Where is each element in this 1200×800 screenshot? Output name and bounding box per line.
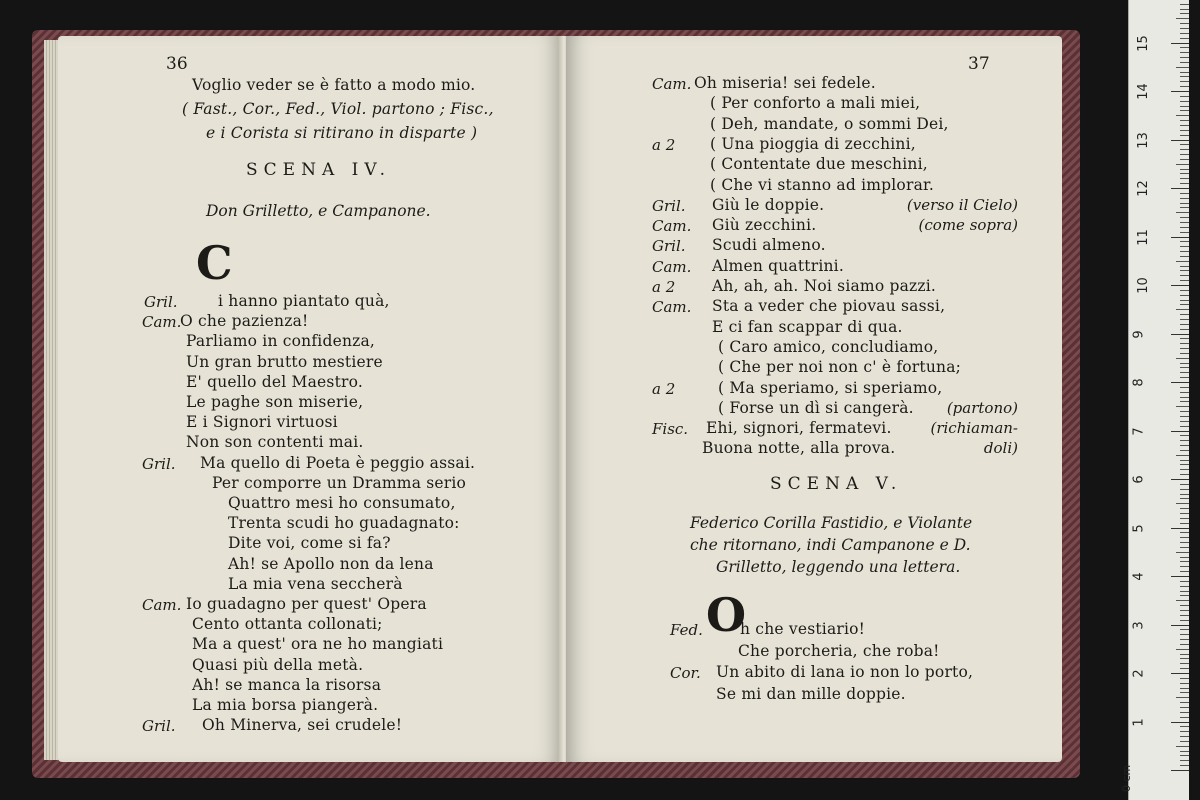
ruler-tick (1180, 222, 1189, 223)
verse-line: Trenta scudi ho guadagnato: (228, 514, 460, 533)
ruler-tick (1180, 397, 1189, 398)
ruler-tick (1171, 770, 1189, 771)
ruler-tick (1180, 581, 1189, 582)
ruler-tick (1180, 266, 1189, 267)
ruler-tick (1176, 18, 1189, 19)
ruler-tick (1180, 86, 1189, 87)
ruler-tick (1180, 241, 1189, 242)
verse-line: ( Deh, mandate, o sommi Dei, (710, 114, 949, 133)
ruler-unit: 0 cm (1120, 764, 1133, 792)
ruler-tick (1176, 503, 1189, 504)
ruler-tick (1180, 629, 1189, 630)
verse-line: Almen quattrini. (712, 256, 844, 275)
ruler-tick (1180, 256, 1189, 257)
verse-line: Un abito di lana io non lo porto, (716, 663, 974, 681)
speaker-label: Gril. (652, 196, 686, 215)
ruler-tick (1180, 275, 1189, 276)
ruler-tick (1180, 52, 1189, 53)
scene-title: SCENA V. (770, 474, 903, 494)
ruler-tick (1180, 717, 1189, 718)
ruler-tick (1180, 464, 1189, 465)
ruler-number: 14 (1135, 83, 1151, 100)
ruler-tick (1180, 367, 1189, 368)
speaker-label: Cam. (652, 217, 692, 236)
verse-line: La mia borsa piangerà. (192, 696, 379, 714)
ruler-tick (1180, 523, 1189, 524)
ruler-tick (1180, 654, 1189, 655)
speaker-label: Fed. (670, 621, 703, 639)
ruler-tick (1180, 76, 1189, 77)
ruler-tick (1180, 135, 1189, 136)
ruler-tick (1180, 9, 1189, 10)
ruler-tick (1180, 615, 1189, 616)
verse-line: ( Per conforto a mali miei, (710, 94, 921, 113)
ruler-tick (1180, 343, 1189, 344)
ruler-tick (1180, 338, 1189, 339)
ruler-tick (1180, 144, 1189, 145)
verse-line: Dite voi, come si fa? (228, 534, 391, 553)
ruler-tick (1180, 489, 1189, 490)
ruler-tick (1180, 494, 1189, 495)
verse-line: ( Forse un dì si cangerà. (718, 398, 914, 417)
ruler-tick (1171, 285, 1189, 286)
ruler-tick (1180, 484, 1189, 485)
verse-line: Non son contenti mai. (186, 433, 364, 452)
ruler-tick (1180, 547, 1189, 548)
speaker-label: Gril. (142, 717, 176, 736)
ruler-tick (1171, 237, 1189, 238)
ruler-tick (1180, 610, 1189, 611)
verse-line: Parliamo in confidenza, (186, 332, 376, 351)
verse-line: Quasi più della metà. (192, 655, 364, 674)
ruler-tick (1180, 198, 1189, 199)
ruler-number: 9 (1131, 329, 1147, 339)
verse-line: Oh miseria! sei fedele. (694, 74, 876, 92)
ruler-tick (1171, 140, 1189, 141)
ruler-number: 4 (1131, 572, 1147, 581)
ruler-tick (1180, 765, 1189, 766)
ruler-tick (1180, 692, 1189, 693)
ruler-tick (1180, 377, 1189, 378)
ruler-tick (1180, 663, 1189, 664)
ruler-tick (1180, 741, 1189, 742)
ruler-number: 15 (1135, 34, 1151, 52)
right-page (566, 36, 1062, 762)
ruler-tick (1180, 571, 1189, 572)
ruler-tick (1180, 712, 1189, 713)
drop-cap: C (196, 236, 233, 290)
ruler-tick (1180, 193, 1189, 194)
ruler-tick (1180, 392, 1189, 393)
ruler-tick (1171, 431, 1189, 432)
ruler-tick (1171, 576, 1189, 577)
verse-line: Se mi dan mille doppie. (716, 684, 906, 703)
verse-line: E ci fan scappar di qua. (712, 317, 903, 336)
ruler-tick (1180, 668, 1189, 669)
ruler-tick (1180, 445, 1189, 446)
ruler-tick (1180, 280, 1189, 281)
ruler-tick (1180, 120, 1189, 121)
stage-note: (partono) (946, 398, 1018, 417)
ruler-tick (1180, 372, 1189, 373)
ruler-number: 2 (1131, 669, 1147, 678)
ruler-tick (1180, 460, 1189, 461)
ruler-tick (1180, 537, 1189, 538)
ruler-tick (1180, 251, 1189, 252)
ruler-tick (1176, 552, 1189, 553)
ruler-tick (1180, 47, 1189, 48)
verse-line: Che porcheria, che roba! (738, 641, 940, 660)
verse-line: Ma quello di Poeta è peggio assai. (200, 453, 476, 472)
ruler-tick (1176, 697, 1189, 698)
ruler-number: 10 (1135, 277, 1151, 294)
ruler-tick (1180, 683, 1189, 684)
ruler-tick (1176, 261, 1189, 262)
ruler-tick (1171, 722, 1189, 723)
verse-line: Ah! se manca la risorsa (192, 675, 382, 694)
ruler-tick (1180, 474, 1189, 475)
ruler-tick (1180, 416, 1189, 417)
stage-direction: e i Corista si ritirano in disparte ) (206, 124, 478, 142)
speaker-label: Cor. (670, 664, 701, 682)
speaker-label: Gril. (652, 237, 686, 256)
speaker-label: Cam. (652, 75, 692, 93)
scene-description: che ritornano, indi Campanone e D. (690, 536, 971, 554)
speaker-label: Cam. (652, 298, 692, 317)
text-line: Voglio veder se è fatto a modo mio. (192, 76, 476, 94)
ruler-tick (1180, 411, 1189, 412)
speaker-label: Cam. (142, 596, 182, 614)
ruler-tick (1180, 591, 1189, 592)
ruler-number: 1 (1131, 717, 1147, 727)
ruler-tick (1180, 513, 1189, 514)
ruler-tick (1180, 440, 1189, 441)
verse-line: Le paghe son miserie, (186, 393, 364, 411)
ruler-tick (1180, 324, 1189, 325)
verse-line: Ehi, signori, fermatevi. (706, 419, 892, 438)
verse-line: ( Contentate due meschini, (710, 155, 928, 174)
ruler-tick (1180, 304, 1189, 305)
ruler-tick (1176, 746, 1189, 747)
ruler-tick (1180, 421, 1189, 422)
ruler-tick (1180, 755, 1189, 756)
ruler-tick (1180, 518, 1189, 519)
ruler-tick (1176, 649, 1189, 650)
ruler-tick (1180, 707, 1189, 708)
speaker-label: Cam. (142, 313, 182, 332)
ruler-tick (1171, 334, 1189, 335)
ruler-tick (1180, 498, 1189, 499)
ruler-tick (1176, 406, 1189, 407)
ruler-tick (1180, 246, 1189, 247)
ruler-tick (1180, 605, 1189, 606)
ruler-tick (1180, 363, 1189, 364)
ruler-tick (1180, 173, 1189, 174)
ruler-tick (1180, 178, 1189, 179)
ruler-tick (1180, 561, 1189, 562)
ruler-number: 3 (1131, 620, 1147, 630)
ruler-tick (1180, 566, 1189, 567)
ruler-tick (1180, 125, 1189, 126)
ruler-tick (1180, 348, 1189, 349)
ruler-tick (1180, 81, 1189, 82)
speaker-label: Gril. (142, 454, 176, 473)
ruler-tick (1180, 207, 1189, 208)
ruler-tick (1180, 149, 1189, 150)
verse-line: ( Una pioggia di zecchini, (710, 134, 916, 153)
verse-line: ( Ma speriamo, si speriamo, (718, 378, 943, 397)
ruler-tick (1171, 673, 1189, 674)
ruler-tick (1180, 57, 1189, 58)
verse-line: Giù le doppie. (712, 195, 825, 214)
ruler-tick (1180, 270, 1189, 271)
stage-note: (come sopra) (918, 216, 1018, 235)
ruler-tick (1180, 595, 1189, 596)
ruler-tick (1180, 300, 1189, 301)
ruler-tick (1180, 101, 1189, 102)
ruler-tick (1180, 736, 1189, 737)
scene-characters: Don Grilletto, e Campanone. (206, 202, 431, 220)
scene-title: SCENA IV. (246, 160, 392, 180)
stage-note: (richiaman- (930, 419, 1018, 438)
ruler-tick (1180, 154, 1189, 155)
ruler-tick (1180, 13, 1189, 14)
ruler-tick (1180, 688, 1189, 689)
ruler-tick (1180, 731, 1189, 732)
ruler-tick (1180, 295, 1189, 296)
ruler-tick (1180, 586, 1189, 587)
verse-line: Sta a veder che piovau sassi, (712, 297, 946, 316)
ruler-tick (1171, 188, 1189, 189)
verse-line: Ah! se Apollo non da lena (228, 554, 434, 573)
ruler-tick (1180, 38, 1189, 39)
speaker-label: a 2 (652, 278, 676, 296)
ruler-tick (1180, 23, 1189, 24)
ruler-tick (1176, 212, 1189, 213)
ruler-tick (1180, 508, 1189, 509)
measuring-ruler (1120, 0, 1189, 800)
ruler-tick (1176, 164, 1189, 165)
ruler-tick (1171, 43, 1189, 44)
ruler-tick (1180, 169, 1189, 170)
ruler-tick (1176, 309, 1189, 310)
ruler-tick (1180, 353, 1189, 354)
verse-line: Ah, ah, ah. Noi siamo pazzi. (712, 277, 937, 295)
verse-line: O che pazienza! (180, 312, 309, 331)
verse-line: Scudi almeno. (712, 236, 826, 255)
ruler-tick (1180, 532, 1189, 533)
left-page (58, 36, 562, 762)
ruler-tick (1180, 450, 1189, 451)
verse-line: E i Signori virtuosi (186, 413, 338, 432)
ruler-tick (1180, 4, 1189, 5)
verse-line: Buona notte, alla prova. (702, 439, 896, 458)
ruler-tick (1171, 479, 1189, 480)
ruler-number: 8 (1131, 378, 1147, 387)
ruler-tick (1180, 387, 1189, 388)
ruler-tick (1171, 625, 1189, 626)
ruler-tick (1180, 751, 1189, 752)
ruler-tick (1180, 227, 1189, 228)
verse-line: ( Che vi stanno ad implorar. (710, 175, 935, 194)
ruler-tick (1180, 726, 1189, 727)
ruler-tick (1176, 600, 1189, 601)
verse-line: ( Caro amico, concludiamo, (718, 337, 939, 356)
ruler-tick (1180, 435, 1189, 436)
verse-line: La mia vena seccherà (228, 574, 403, 593)
ruler-tick (1180, 644, 1189, 645)
verse-line: E' quello del Maestro. (186, 372, 363, 391)
verse-line: Io guadagno per quest' Opera (186, 595, 427, 613)
ruler-tick (1180, 183, 1189, 184)
ruler-tick (1180, 130, 1189, 131)
ruler-tick (1180, 203, 1189, 204)
ruler-number: 5 (1131, 523, 1147, 533)
ruler-number: 6 (1131, 475, 1147, 484)
stage-note: (verso il Cielo) (906, 195, 1018, 214)
ruler-tick (1171, 91, 1189, 92)
verse-line: Ma a quest' ora ne ho mangiati (192, 635, 444, 654)
ruler-tick (1180, 620, 1189, 621)
ruler-tick (1180, 106, 1189, 107)
ruler-tick (1171, 528, 1189, 529)
speaker-label: a 2 (652, 379, 676, 398)
page-number: 37 (968, 54, 990, 74)
ruler-tick (1180, 314, 1189, 315)
verse-line: Giù zecchini. (712, 216, 817, 235)
ruler-tick (1180, 557, 1189, 558)
verse-line: Oh Minerva, sei crudele! (202, 716, 403, 735)
ruler-tick (1180, 72, 1189, 73)
ruler-tick (1180, 33, 1189, 34)
ruler-tick (1180, 469, 1189, 470)
ruler-tick (1176, 358, 1189, 359)
ruler-tick (1180, 110, 1189, 111)
page-number: 36 (166, 54, 188, 74)
drop-cap: O (706, 588, 747, 642)
ruler-tick (1180, 542, 1189, 543)
ruler-tick (1180, 232, 1189, 233)
verse-line: ( Che per noi non c' è fortuna; (718, 358, 962, 377)
ruler-tick (1180, 401, 1189, 402)
scene-description: Grilletto, leggendo una lettera. (716, 558, 961, 576)
ruler-tick (1176, 455, 1189, 456)
speaker-label: Fisc. (652, 420, 689, 439)
ruler-tick (1180, 96, 1189, 97)
ruler-tick (1176, 115, 1189, 116)
ruler-tick (1180, 62, 1189, 63)
ruler-tick (1180, 678, 1189, 679)
stage-note: doli) (983, 439, 1018, 458)
ruler-tick (1180, 702, 1189, 703)
scene-description: Federico Corilla Fastidio, e Violante (690, 514, 973, 532)
verse-line: h che vestiario! (740, 620, 866, 638)
ruler-tick (1180, 319, 1189, 320)
speaker-label: a 2 (652, 135, 676, 154)
ruler-number: 11 (1135, 228, 1151, 246)
ruler-tick (1180, 639, 1189, 640)
verse-line: i hanno piantato quà, (218, 292, 390, 310)
ruler-tick (1171, 382, 1189, 383)
ruler-tick (1180, 217, 1189, 218)
verse-line: Per comporre un Dramma serio (212, 473, 467, 492)
ruler-tick (1180, 760, 1189, 761)
speaker-label: Cam. (652, 257, 692, 276)
verse-line: Cento ottanta collonati; (192, 615, 383, 634)
ruler-tick (1180, 658, 1189, 659)
ruler-tick (1180, 634, 1189, 635)
ruler-number: 7 (1131, 426, 1147, 436)
ruler-tick (1180, 290, 1189, 291)
ruler-tick (1180, 329, 1189, 330)
verse-line: Un gran brutto mestiere (186, 352, 383, 371)
stage-direction: ( Fast., Cor., Fed., Viol. partono ; Fisc., (182, 100, 494, 118)
ruler-tick (1176, 67, 1189, 68)
ruler-tick (1180, 159, 1189, 160)
ruler-tick (1180, 426, 1189, 427)
speaker-label: Gril. (144, 293, 178, 311)
ruler-number: 13 (1135, 131, 1151, 149)
ruler-tick (1180, 28, 1189, 29)
ruler-number: 12 (1135, 180, 1151, 197)
verse-line: Quattro mesi ho consumato, (228, 494, 456, 512)
